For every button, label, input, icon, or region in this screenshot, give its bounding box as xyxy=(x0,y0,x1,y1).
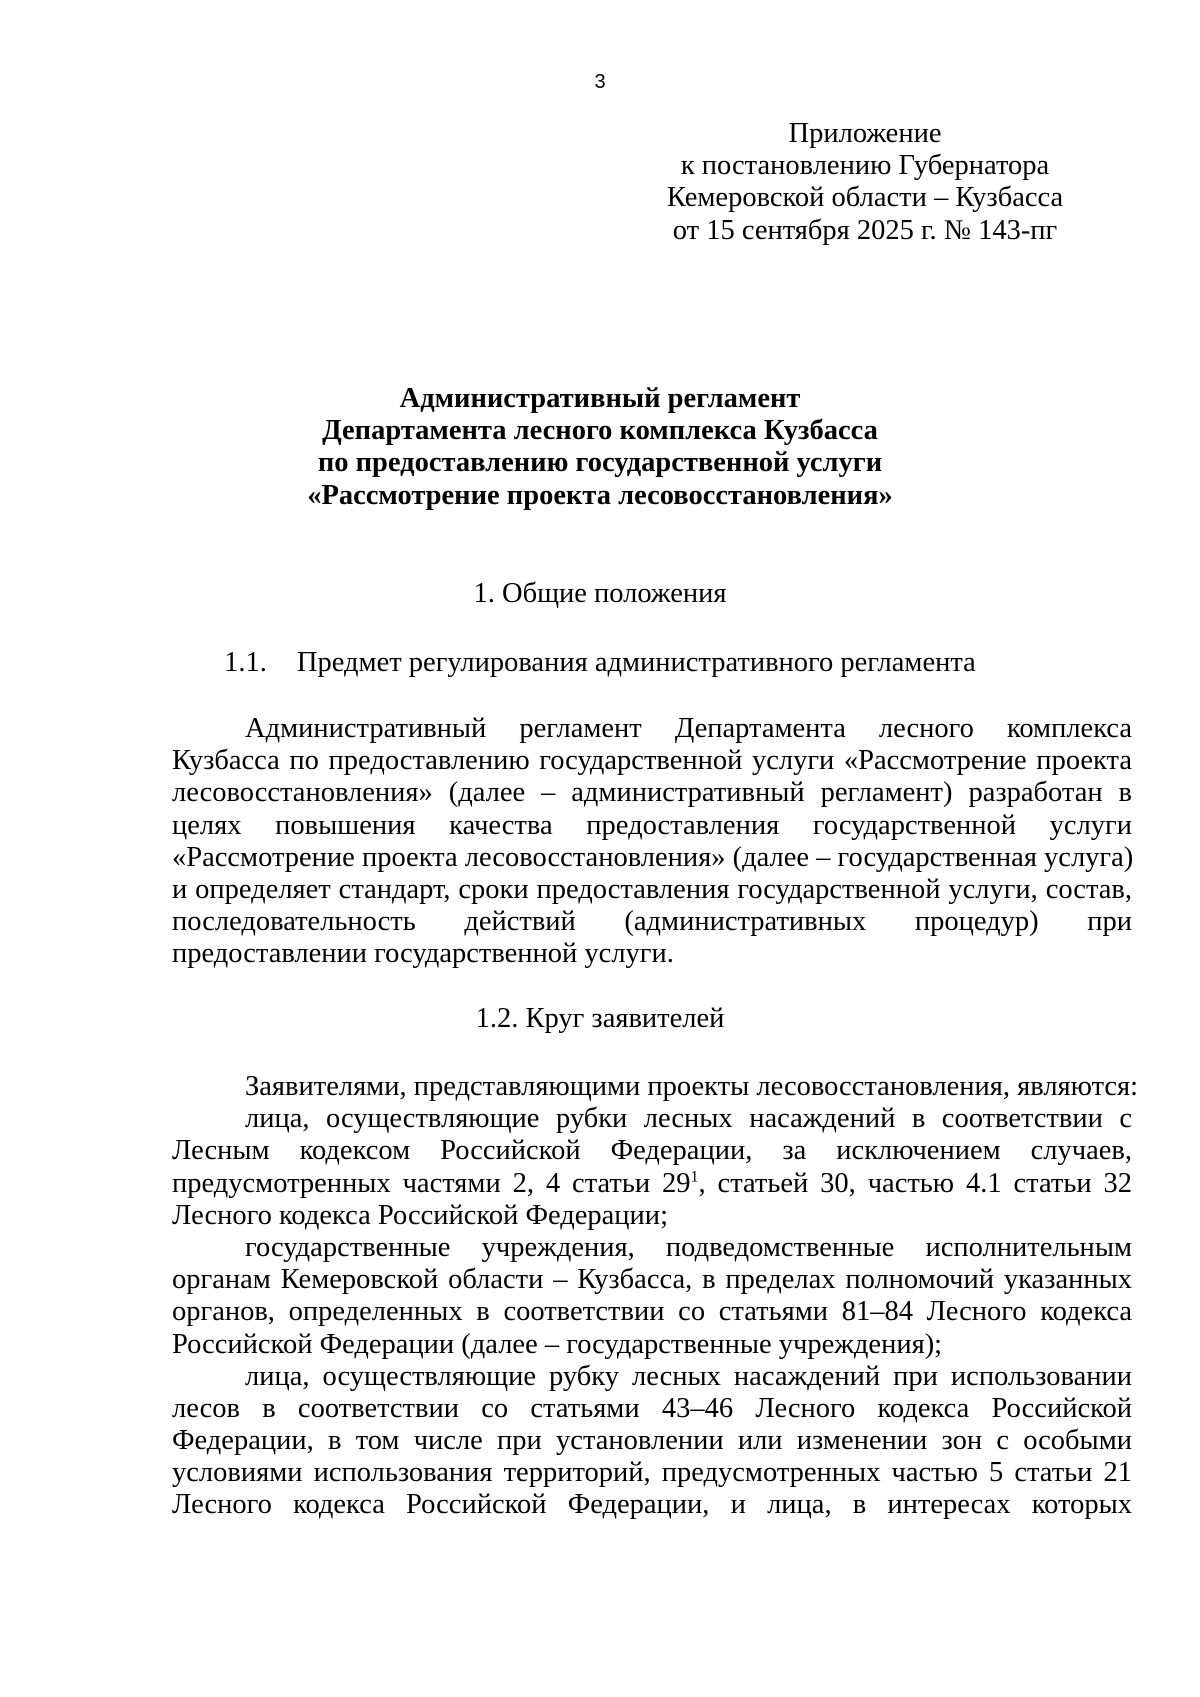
text-line: лесовосстановления» (далее – административный регламент) разработан в xyxy=(172,777,1132,809)
title-line: «Рассмотрение проекта лесовосстановления» xyxy=(307,479,893,511)
text-line: Заявителями, представляющими проекты лесовосстановления, являются: xyxy=(245,1071,1139,1102)
text-line: Российской Федерации (далее – государственные учреждения); xyxy=(172,1328,943,1360)
document-title xyxy=(0,383,1200,512)
title-line: по предоставлению государственной услуги xyxy=(317,447,883,479)
text-line: Кузбасса по предоставлению государственной услуги «Рассмотрение проекта xyxy=(172,745,1132,777)
appendix-line: к постановлению Губернатора xyxy=(680,150,1050,182)
text-line: целях повышения качества предоставления государственной услуги xyxy=(172,809,1132,841)
subsection-heading-1-2: 1.2. Круг заявителей xyxy=(475,1003,725,1034)
text-line: лица, осуществляющие рубку лесных насаждений при использовании xyxy=(245,1360,1132,1392)
text-fragment: предусмотренных частями 2, 4 статьи 29 xyxy=(172,1167,691,1199)
text-line: условиями использования территорий, предусмотренных частью 5 статьи 21 xyxy=(172,1457,1132,1489)
page-number: 3 xyxy=(594,71,606,93)
text-line: «Рассмотрение проекта лесовосстановления» (далее – государственная услуга) xyxy=(172,841,1134,873)
text-line: Лесного кодекса Российской Федерации, и лица, в интересах которых xyxy=(172,1489,1132,1521)
appendix-line: Кемеровской области – Кузбасса xyxy=(666,182,1064,214)
title-line: Департамента лесного комплекса Кузбасса xyxy=(322,415,878,447)
title-line: Административный регламент xyxy=(399,383,801,414)
subsection-number: 1.1. xyxy=(224,647,267,678)
text-line xyxy=(172,1168,1132,1200)
text-line: органов, определенных в соответствии со статьями 81–84 Лесного кодекса xyxy=(172,1296,1132,1328)
text-line: лесов в соответствии со статьями 43–46 Лесного кодекса Российской xyxy=(172,1392,1132,1424)
text-line: последовательность действий (административных процедур) при xyxy=(172,906,1132,938)
subsection-heading-1-1 xyxy=(0,647,1200,679)
paragraph-applicants xyxy=(172,1071,1139,1522)
subsection-title: Предмет регулирования административного регламента xyxy=(296,647,976,678)
text-line: предоставлении государственной услуги. xyxy=(172,938,674,970)
text-line: государственные учреждения, подведомственные исполнительным xyxy=(245,1231,1132,1263)
text-fragment: , статьей 30, частью 4.1 статьи 32 xyxy=(698,1167,1132,1199)
text-line: и определяет стандарт, сроки предоставления государственной услуги, состав, xyxy=(172,873,1132,905)
text-line: органам Кемеровской области – Кузбасса, в пределах полномочий указанных xyxy=(172,1264,1132,1296)
paragraph-regulation-subject xyxy=(172,713,1132,971)
appendix-block xyxy=(660,118,1070,247)
text-line: Лесного кодекса Российской Федерации; xyxy=(172,1199,668,1231)
appendix-line: Приложение xyxy=(788,118,942,149)
text-line: Федерации, в том числе при установлении или изменении зон с особыми xyxy=(172,1425,1132,1457)
appendix-line: от 15 сентября 2025 г. № 143-пг xyxy=(672,214,1058,246)
section-heading-general: 1. Общие положения xyxy=(473,578,727,609)
superscript: 1 xyxy=(690,1168,699,1186)
text-line: Лесным кодексом Российской Федерации, за исключением случаев, xyxy=(172,1135,1132,1167)
text-line: лица, осуществляющие рубки лесных насаждений в соответствии с xyxy=(245,1103,1132,1135)
text-line: Административный регламент Департамента лесного комплекса xyxy=(245,713,1132,744)
